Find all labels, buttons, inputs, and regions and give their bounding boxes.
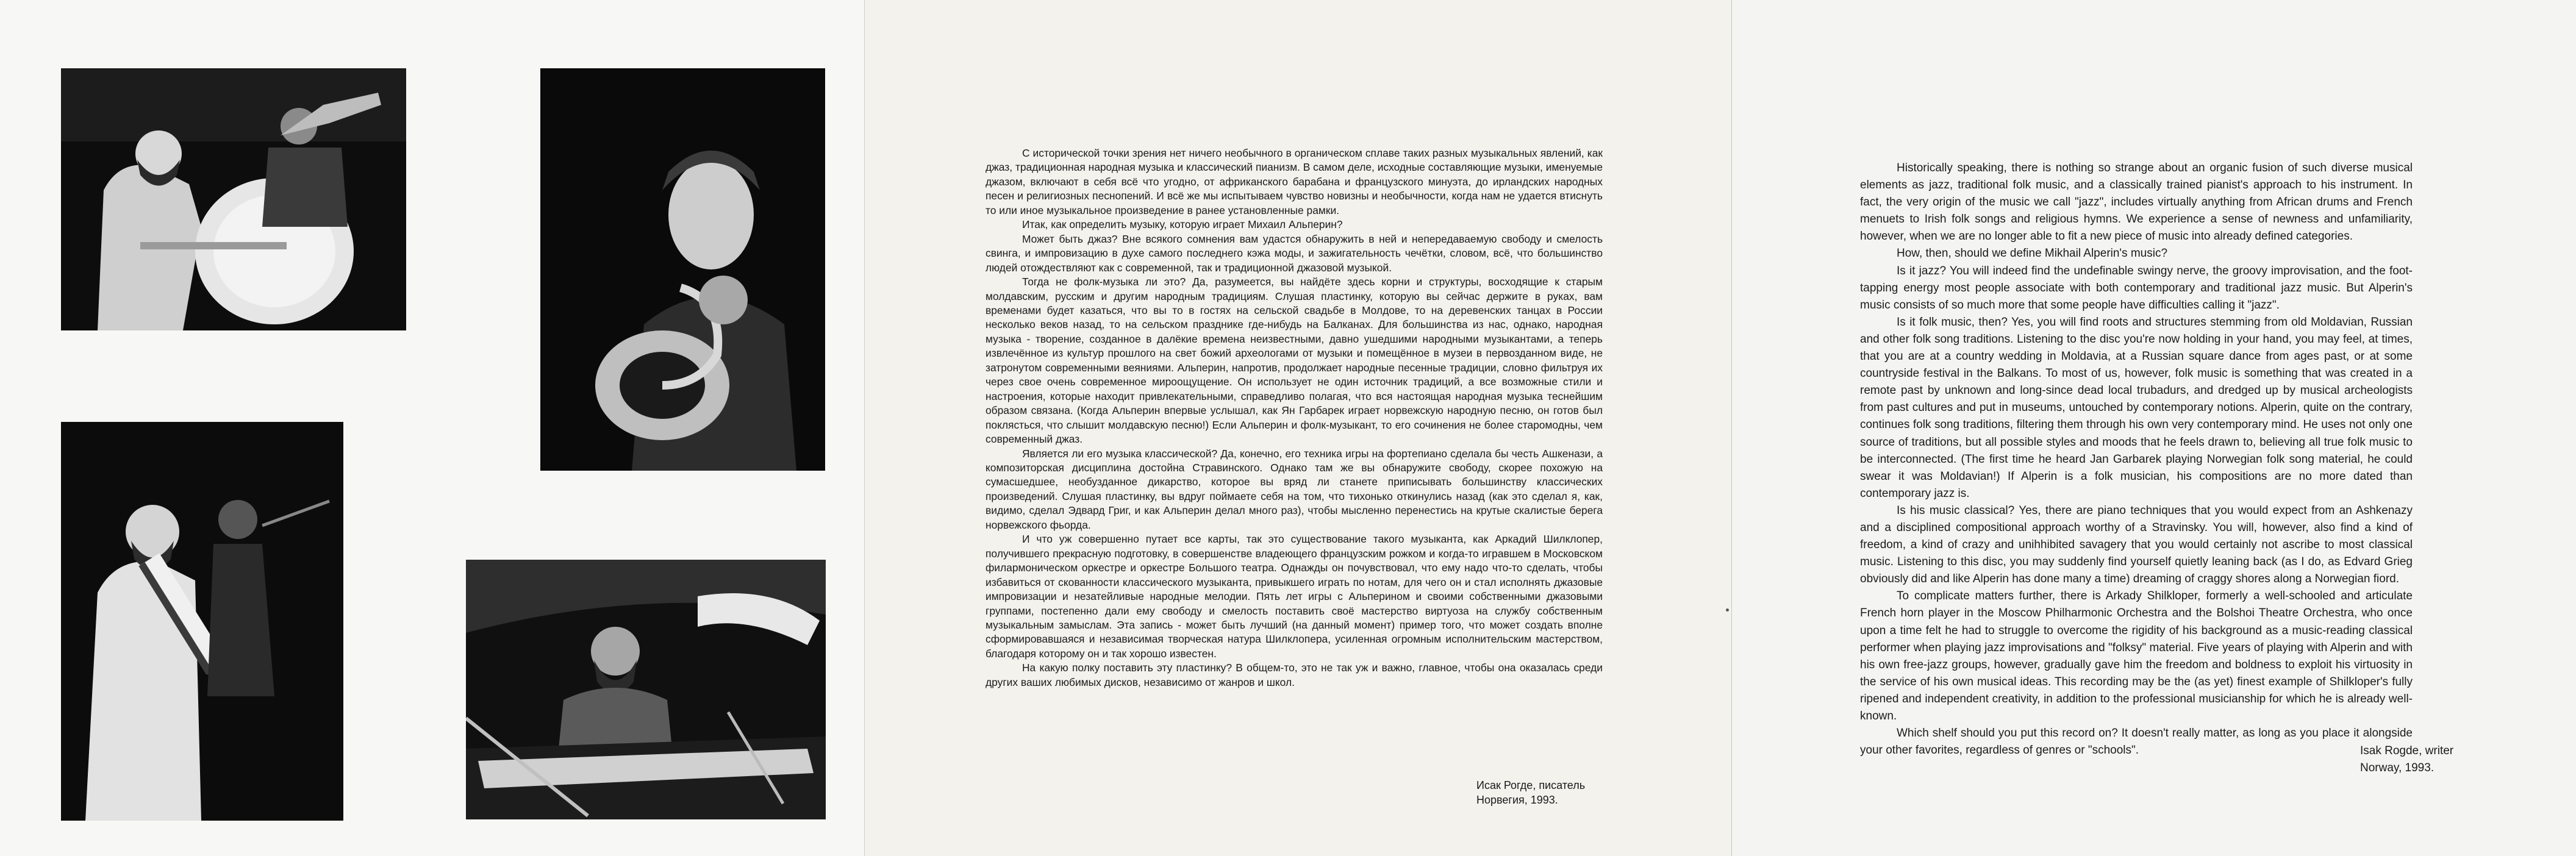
fold-mark xyxy=(1726,608,1729,612)
en-paragraph: Which shelf should you put this record on? It doesn't really matter, as long as you place it alongside your other favorites, regardless of genres or "schools". xyxy=(1860,727,2413,757)
ru-paragraph: И что уж совершенно путает все карты, так это существование такого музыканта, как Аркадий Шилклопер, получившего прекрасную подготовку, в совершенстве владеющего французским рожком и когда-то игравшем в Московском филармоническом оркестре и оркестре Большого театра. Однажды он почувствовал, что ему надо что-то сделать, чтобы избавиться от скованности классического музыканта, привыкшего играть по нотам, для чего он и стал исполнять джазовые импровизации и незатейливые народные мелодии. Пять лет игры с Альперином и своими собственными джазовыми группами, постепенно дали ему свободу и смелость поставить своё мастерство виртуоза на службу собственным музыкальным замыслам. Эта запись - может быть лучший (на данный момент) пример того, что может создать вполне сформировавшаяся и независимая творческая натура Шилклопера, усиленная огромным исполнительским мастерством, благодаря которому он и так хорошо известен. xyxy=(986,533,1603,660)
photo-melodica-player xyxy=(61,422,343,821)
en-paragraph: Is it jazz? You will indeed find the undefinable swingy nerve, the groovy improvisation, and the foot-tapping energy most people associate with both contemporary and traditional jazz music. But Alperin's music consists of so much more that some people have difficulties calling it "jazz". xyxy=(1860,264,2413,312)
photo-pianist xyxy=(466,560,826,819)
russian-signature xyxy=(1476,778,1585,807)
ru-paragraph: Итак, как определить музыку, которую играет Михаил Альперин? xyxy=(1022,218,1343,231)
ru-paragraph: Может быть джаз? Вне всякого сомнения вам удастся обнаружить в ней и непередаваемую свободу и смелость свинга, и импровизацию в духе самого последнего кэжа моды, и зажигательность чечётки, словом, всё, что большинство людей отождествляют как с современной, так и традиционной джазовой музыкой. xyxy=(986,232,1603,274)
photo-panel xyxy=(0,0,865,856)
ru-paragraph: Тогда не фолк-музыка ли это? Да, разумеется, вы найдёте здесь корни и структуры, восходящие к старым молдавским, русским и другим народным традициям. Слушая пластинку, которую вы сейчас держите в руках, вам временами будет казаться, что вы то в гостях на сельской свадьбе в Молдове, то на деревенских танцах в России несколько веков назад, то на сельском празднике где-нибудь на Балканах. Для большинства из нас, однако, народная музыка - творение, созданное в далёкие времена неизвестными, давно ушедшими народными музыкантами, а теперь извлечённое из культур прошлого на свет божий археологами от музыки и помещённое в музеи в первозданном виде, не затронутом современными веяниями. Альперин, напротив, продолжает народные песенные традиции, словно фильтруя их через свое очень современное мироощущение. Он использует не один источник традиций, а все возможные стили и настроения, которые находит привлекательными, справедливо полагая, что вся настоящая народная музыка теснейшим образом связана. (Когда Альперин впервые услышал, как Ян Гарбарек играет норвежскую народную песню, он готов был поклясться, что слышит молдавскую песню!) Если Альперин и фолк-музыкант, то его сочинения не более старомодны, чем современный джаз. xyxy=(986,276,1603,446)
en-signature-place-date: Norway, 1993. xyxy=(2360,761,2435,774)
en-signature-author: Isak Rogde, writer xyxy=(2360,744,2454,757)
en-paragraph: Is his music classical? Yes, there are piano techniques that you would expect from an Ashkenazy and a disciplined compositional approach worthy of a Stravinsky. You will, however, also find a kind of freedom, a kind of crazy and unihhibited savagery that you would certainly not ascribe to most classical music. Listening to this disc, you may suddenly find yourself quietly leaning back (as I do, as Edvard Grieg obviously did and like Alperin has done many a time) dreaming of craggy shores along a Norwegian fiord. xyxy=(1860,504,2413,586)
photo-french-horn-player xyxy=(540,68,825,471)
en-paragraph: To complicate matters further, there is Arkady Shilkloper, formerly a well-schooled and articulate French horn player in the Moscow Philharmonic Orchestra and the Bolshoi Theatre Orchestra, who once upon a time felt he had to struggle to overcome the rigidity of his background as a music-reading classical performer when playing jazz improvisations and "folksy" material. Five years of playing with Alperin and with his own free-jazz groups, however, gradually gave him the freedom and boldness to exploit his virtuosity in the service of his own musical ideas. This recording may be the (as yet) finest example of Shilkloper's fully ripened and independent creativity, in addition to the professional musicianship for which he is already well-known. xyxy=(1860,590,2413,722)
en-paragraph: Is it folk music, then? Yes, you will find roots and structures stemming from old Moldavian, Russian and other folk song traditions. Listening to the disc you're now holding in your hand, you may feel, at times, that you are at a country wedding in Moldavia, at a Russian square dance from ages past, or at some countryside festival in the Balkans. To most of us, however, folk music is something that was created in a remote past by unknown and long-since dead local trubadurs, and dredged up by musical archeologists from past cultures and put in museums, untouched by contemporary notions. Alperin, quite on the contrary, continues folk song traditions, filtering them through his own very contemporary mind. He uses not only one source of traditions, but all possible styles and moods that he feels drawn to, believing all true folk music to be interconnected. (The first time he heard Jan Garbarek playing Norwegian folk song material, he could swear it was Moldavian!) If Alperin is a folk musician, his compositions are no more dated than contemporary jazz is. xyxy=(1860,315,2413,500)
ru-paragraph: Является ли его музыка классической? Да, конечно, его техника игры на фортепиано сделала бы честь Ашкенази, а композиторская дисциплина достойна Стравинского. Однако там же вы обнаружите свободу, скорее похожую на сумасшедшее, необузданное дикарство, которое вы вряд ли станете приписывать большинству классических произведений. Слушая пластинку, вы вдруг поймаете себя на том, что тихонько откинулись назад (как это сделал я, как, видимо, сделал Эдвард Григ, и как Альперин делал много раз), чтобы мысленно перенестись на крутые скалистые берега норвежского фьорда. xyxy=(986,447,1603,531)
english-essay xyxy=(1860,160,2413,759)
photo-drum-and-trumpet xyxy=(61,68,406,330)
ru-paragraph: На какую полку поставить эту пластинку? В общем-то, это не так уж и важно, главное, чтобы она оказалась среди других ваших любимых дисков, независимо от жанров и школ. xyxy=(986,662,1603,688)
ru-signature-place-date: Норвегия, 1993. xyxy=(1476,794,1558,806)
en-paragraph: Historically speaking, there is nothing so strange about an organic fusion of such diverse musical elements as jazz, traditional folk music, and a classically trained pianist's approach to his instrument. In fact, the very origin of the music we call "jazz", includes virtually anything from African drums and French menuets to Irish folk songs and religious hymns. We experience a sense of newness and unfamiliarity, however, when we are no longer able to fit a new piece of music into already defined categories. xyxy=(1860,162,2413,243)
english-signature xyxy=(2360,743,2453,777)
russian-liner-notes-panel xyxy=(865,0,1732,856)
russian-essay xyxy=(986,146,1603,690)
ru-paragraph: С исторической точки зрения нет ничего необычного в органическом сплаве таких разных музыкальных явлений, как джаз, традиционная народная музыка и классический пианизм. В самом деле, исходные составляющие музыки, именуемые джазом, включают в себя всё что угодно, от африканского барабана и французского минуэта, до ирландских народных песен и религиозных песнопений. И всё же мы испытываем чувство новизны и необычности, когда нам не удается втиснуть то или иное музыкальное произведение в ранее установленные рамки. xyxy=(986,147,1603,216)
en-paragraph: How, then, should we define Mikhail Alperin's music? xyxy=(1897,247,2168,260)
ru-signature-author: Исак Рогде, писатель xyxy=(1476,779,1586,791)
english-liner-notes-panel xyxy=(1732,0,2576,856)
